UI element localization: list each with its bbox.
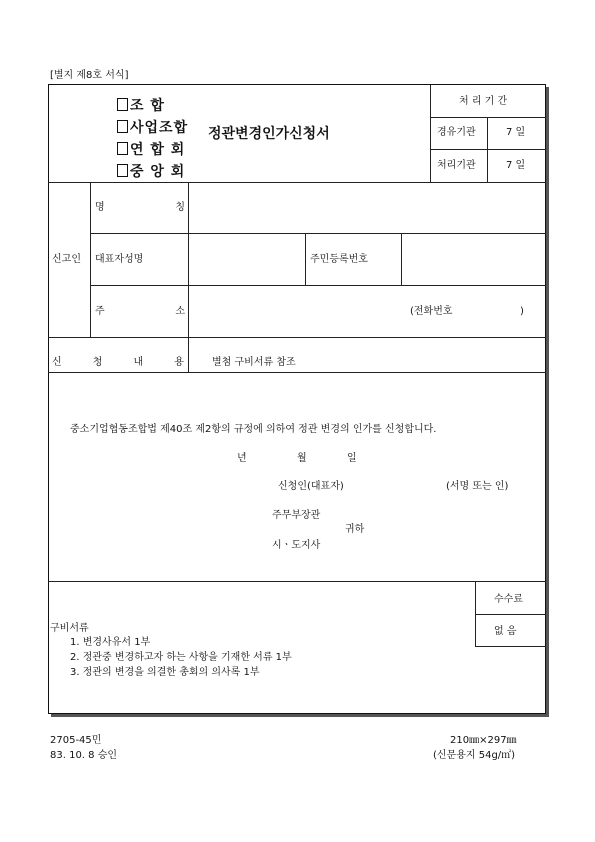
fee-label: 수수료 bbox=[494, 594, 523, 605]
date-month-label: 월 bbox=[297, 453, 307, 464]
phone-label: (전화번호 bbox=[410, 306, 453, 317]
signer-label: 신청인(대표자) bbox=[278, 481, 344, 492]
processing-row-value: 7 일 bbox=[506, 160, 526, 171]
paper-type: (신문용지 54g/㎡) bbox=[433, 750, 516, 761]
paper-size: 210㎜×297㎜ bbox=[450, 735, 517, 746]
checkbox-icon bbox=[117, 98, 128, 111]
processing-period-label: 처 리 기 간 bbox=[459, 96, 508, 107]
org-option-union[interactable]: 조 합 bbox=[117, 95, 188, 117]
org-option-central[interactable]: 중 앙 회 bbox=[117, 161, 188, 183]
resident-id-field[interactable] bbox=[402, 234, 545, 284]
application-statement: 중소기업협동조합법 제40조 제2항의 규정에 의하여 정관 변경의 인가를 신청합니다. bbox=[70, 424, 437, 435]
approval-date: 83. 10. 8 승인 bbox=[50, 750, 118, 761]
recipient-honorific: 귀하 bbox=[345, 524, 365, 535]
address-field[interactable] bbox=[189, 286, 545, 336]
required-document-item: 1. 변경사유서 1부 bbox=[70, 637, 151, 648]
resident-id-label: 주민등록번호 bbox=[310, 254, 368, 265]
form-reference: [별지 제8호 서식] bbox=[50, 70, 129, 81]
checkbox-icon bbox=[117, 164, 128, 177]
required-documents-label: 구비서류 bbox=[50, 623, 89, 634]
required-document-item: 3. 정관의 변경을 의결한 총회의 의사록 1부 bbox=[70, 667, 260, 678]
request-content-value: 별첨 구비서류 참조 bbox=[212, 357, 296, 368]
form-code: 2705-45민 bbox=[50, 735, 102, 746]
name-field[interactable] bbox=[189, 183, 545, 233]
processing-row-value: 7 일 bbox=[506, 127, 526, 138]
representative-field[interactable] bbox=[189, 234, 304, 284]
address-label: 주 소 bbox=[95, 306, 185, 317]
fee-value: 없 음 bbox=[494, 626, 517, 637]
checkbox-icon bbox=[117, 142, 128, 155]
applicant-section-label: 신고인 bbox=[52, 254, 81, 265]
org-option-business-union[interactable]: 사업조합 bbox=[117, 117, 188, 139]
recipient-governor: 시ㆍ도지사 bbox=[272, 540, 321, 551]
processing-row-label: 처리기관 bbox=[437, 160, 476, 171]
request-content-label: 신 청 내 용 bbox=[52, 357, 184, 368]
org-option-federation[interactable]: 연 합 회 bbox=[117, 139, 188, 161]
required-document-item: 2. 정관중 변경하고자 하는 사항을 기재한 서류 1부 bbox=[70, 652, 292, 663]
recipient-minister: 주무부장관 bbox=[272, 510, 321, 521]
representative-label: 대표자성명 bbox=[95, 254, 144, 265]
signature-note: (서명 또는 인) bbox=[446, 481, 509, 492]
date-day-label: 일 bbox=[347, 453, 357, 464]
processing-row-label: 경유기관 bbox=[437, 127, 476, 138]
date-year-label: 년 bbox=[237, 453, 247, 464]
phone-label-close: ) bbox=[520, 306, 524, 317]
form-title: 정관변경인가신청서 bbox=[208, 126, 330, 142]
checkbox-icon bbox=[117, 120, 128, 133]
org-type-options bbox=[117, 95, 188, 183]
name-label: 명 칭 bbox=[95, 202, 185, 213]
